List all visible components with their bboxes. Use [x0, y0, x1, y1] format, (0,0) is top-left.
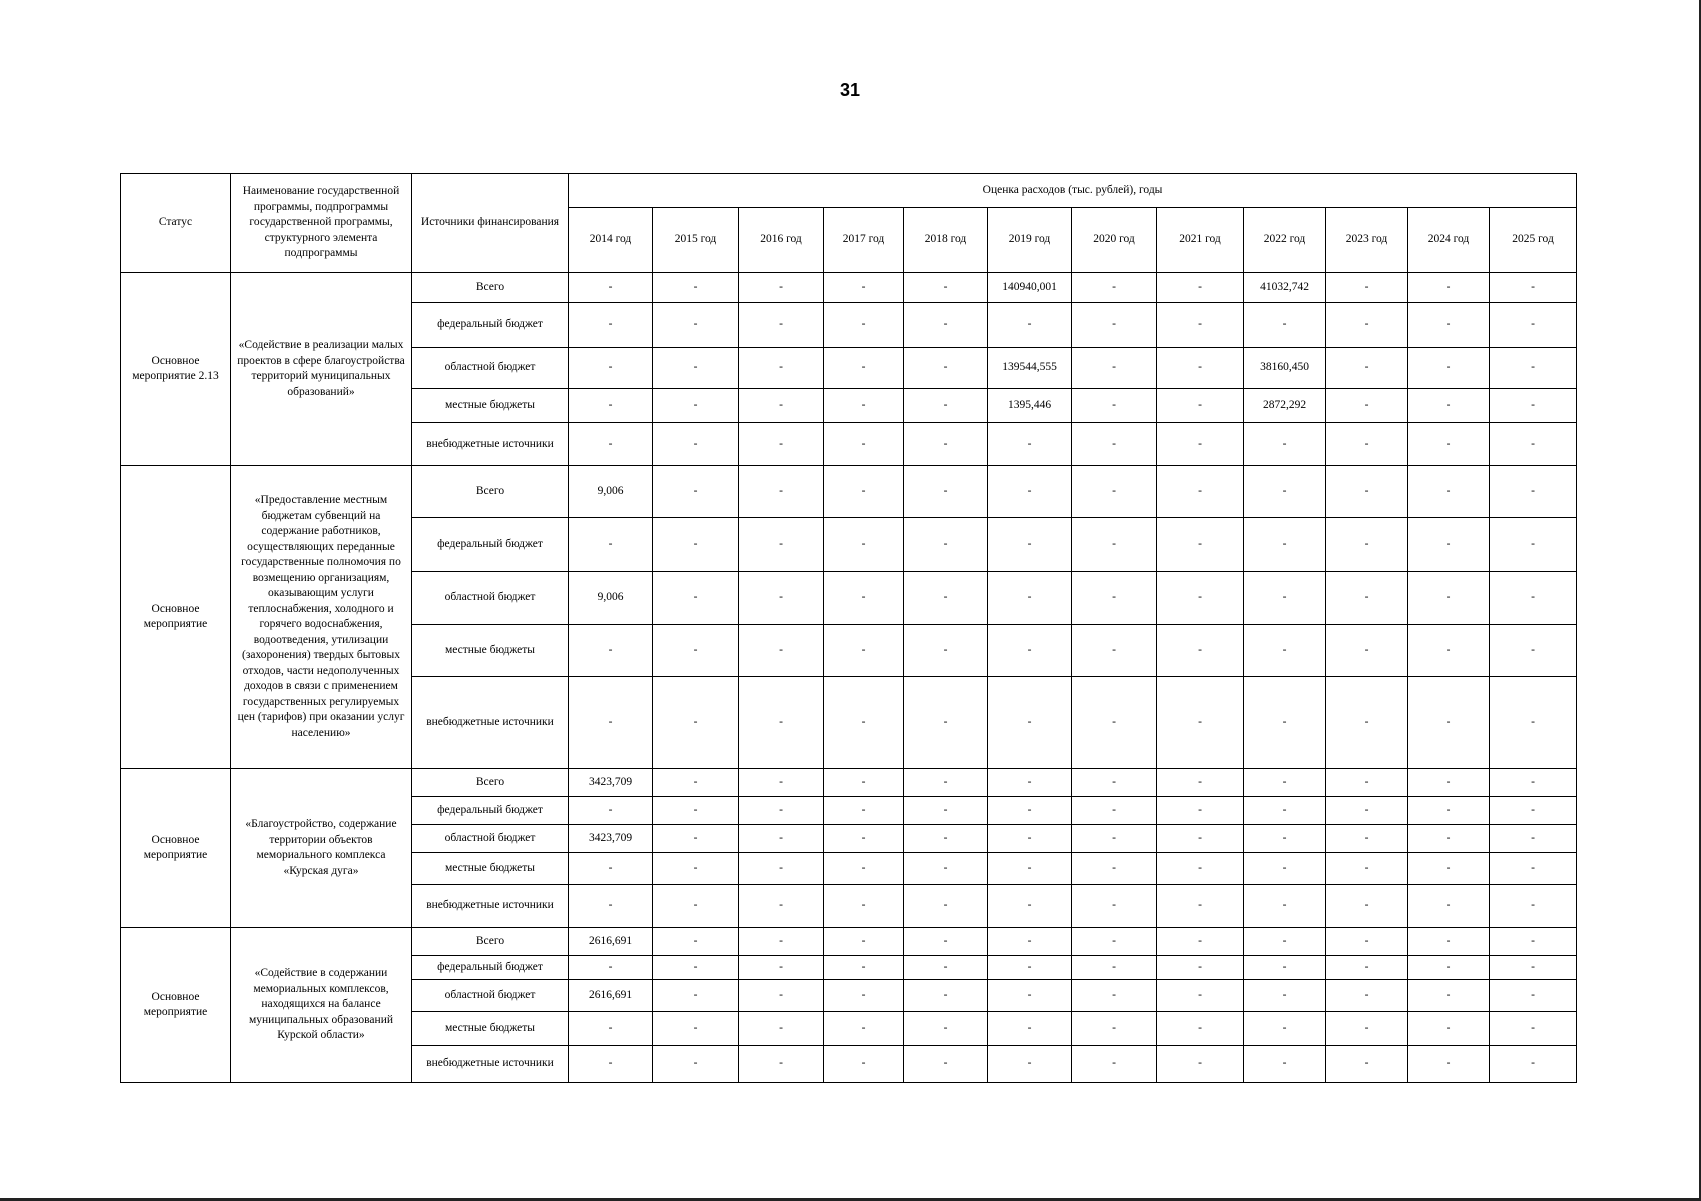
funding-source-cell: областной бюджет	[412, 348, 569, 389]
value-cell: -	[1490, 517, 1577, 571]
value-cell: -	[1326, 797, 1408, 825]
value-cell: -	[569, 1046, 653, 1083]
value-cell: -	[739, 825, 824, 853]
value-cell: -	[653, 853, 739, 885]
value-cell: -	[739, 517, 824, 571]
value-cell: -	[1408, 1046, 1490, 1083]
value-cell: -	[1490, 625, 1577, 677]
value-cell: -	[1490, 273, 1577, 303]
value-cell: -	[1408, 571, 1490, 625]
value-cell: -	[1490, 676, 1577, 768]
value-cell: -	[1072, 853, 1157, 885]
value-cell: 140940,001	[988, 273, 1072, 303]
value-cell: -	[739, 466, 824, 518]
value-cell: -	[569, 956, 653, 980]
value-cell: -	[1408, 885, 1490, 928]
value-cell: -	[1244, 853, 1326, 885]
value-cell: -	[1408, 979, 1490, 1011]
value-cell: -	[904, 423, 988, 466]
value-cell: -	[1072, 423, 1157, 466]
value-cell: -	[1326, 979, 1408, 1011]
value-cell: -	[1157, 825, 1244, 853]
value-cell: -	[653, 979, 739, 1011]
value-cell: -	[653, 625, 739, 677]
value-cell: -	[904, 571, 988, 625]
value-cell: -	[1072, 956, 1157, 980]
value-cell: -	[1072, 979, 1157, 1011]
value-cell: -	[1490, 885, 1577, 928]
value-cell: -	[988, 571, 1072, 625]
value-cell: -	[1244, 625, 1326, 677]
value-cell: -	[904, 273, 988, 303]
value-cell: -	[653, 1046, 739, 1083]
value-cell: -	[824, 348, 904, 389]
value-cell: -	[824, 853, 904, 885]
value-cell: -	[739, 928, 824, 956]
header-year: 2020 год	[1072, 208, 1157, 273]
header-status: Статус	[121, 174, 231, 273]
value-cell: -	[653, 676, 739, 768]
funding-source-cell: областной бюджет	[412, 979, 569, 1011]
value-cell: -	[569, 676, 653, 768]
value-cell: -	[1157, 769, 1244, 797]
value-cell: -	[1490, 1046, 1577, 1083]
value-cell: -	[904, 517, 988, 571]
value-cell: 1395,446	[988, 389, 1072, 423]
program-name-cell: «Содействие в реализации малых проектов в сфере благоустройства территорий муниципальных образований»	[231, 273, 412, 466]
value-cell: -	[824, 389, 904, 423]
value-cell: -	[1326, 825, 1408, 853]
header-year: 2022 год	[1244, 208, 1326, 273]
table-header	[121, 174, 1577, 273]
value-cell: -	[1244, 956, 1326, 980]
value-cell: -	[1326, 956, 1408, 980]
value-cell: -	[653, 389, 739, 423]
header-year: 2014 год	[569, 208, 653, 273]
value-cell: -	[739, 571, 824, 625]
value-cell: -	[1408, 423, 1490, 466]
funding-source-cell: федеральный бюджет	[412, 797, 569, 825]
value-cell: -	[1157, 885, 1244, 928]
value-cell: -	[739, 956, 824, 980]
value-cell: -	[988, 853, 1072, 885]
header-sources: Источники финансирования	[412, 174, 569, 273]
value-cell: -	[653, 769, 739, 797]
value-cell: -	[824, 885, 904, 928]
value-cell: -	[904, 979, 988, 1011]
value-cell: -	[1244, 1046, 1326, 1083]
funding-source-cell: Всего	[412, 928, 569, 956]
header-year: 2017 год	[824, 208, 904, 273]
value-cell: -	[1072, 517, 1157, 571]
table-row	[121, 769, 1577, 797]
value-cell: -	[1072, 797, 1157, 825]
value-cell: 9,006	[569, 571, 653, 625]
value-cell: -	[1408, 517, 1490, 571]
value-cell: -	[824, 466, 904, 518]
funding-source-cell: областной бюджет	[412, 825, 569, 853]
header-year: 2015 год	[653, 208, 739, 273]
status-cell: Основное мероприятие	[121, 466, 231, 769]
value-cell: -	[1326, 885, 1408, 928]
value-cell: -	[1408, 825, 1490, 853]
value-cell: -	[904, 676, 988, 768]
value-cell: -	[824, 517, 904, 571]
value-cell: -	[824, 625, 904, 677]
value-cell: 2872,292	[1244, 389, 1326, 423]
value-cell: -	[1244, 466, 1326, 518]
value-cell: -	[1244, 928, 1326, 956]
value-cell: -	[739, 423, 824, 466]
value-cell: -	[1157, 303, 1244, 348]
funding-source-cell: федеральный бюджет	[412, 303, 569, 348]
value-cell: -	[739, 676, 824, 768]
value-cell: -	[653, 825, 739, 853]
value-cell: -	[988, 676, 1072, 768]
value-cell: -	[1490, 853, 1577, 885]
value-cell: -	[569, 517, 653, 571]
value-cell: -	[653, 956, 739, 980]
value-cell: -	[1326, 853, 1408, 885]
value-cell: -	[1408, 676, 1490, 768]
value-cell: -	[824, 571, 904, 625]
value-cell: -	[1408, 303, 1490, 348]
value-cell: -	[1326, 348, 1408, 389]
value-cell: -	[1490, 423, 1577, 466]
page-number: 31	[839, 80, 861, 100]
funding-source-cell: Всего	[412, 273, 569, 303]
value-cell: -	[1408, 797, 1490, 825]
value-cell: -	[1326, 928, 1408, 956]
value-cell: -	[1490, 797, 1577, 825]
value-cell: -	[904, 928, 988, 956]
funding-source-cell: федеральный бюджет	[412, 517, 569, 571]
header-year: 2018 год	[904, 208, 988, 273]
value-cell: 9,006	[569, 466, 653, 518]
value-cell: -	[1326, 423, 1408, 466]
value-cell: -	[739, 979, 824, 1011]
value-cell: -	[653, 928, 739, 956]
value-cell: 2616,691	[569, 979, 653, 1011]
value-cell: -	[569, 797, 653, 825]
value-cell: -	[1157, 853, 1244, 885]
value-cell: -	[653, 517, 739, 571]
value-cell: -	[824, 273, 904, 303]
value-cell: -	[739, 853, 824, 885]
value-cell: 139544,555	[988, 348, 1072, 389]
budget-table	[120, 173, 1577, 1083]
value-cell: -	[569, 273, 653, 303]
value-cell: -	[1157, 348, 1244, 389]
program-name-cell: «Благоустройство, содержание территории объектов мемориального комплекса «Курская дуга»	[231, 769, 412, 928]
value-cell: -	[653, 571, 739, 625]
funding-source-cell: местные бюджеты	[412, 1011, 569, 1045]
status-cell: Основное мероприятие	[121, 769, 231, 928]
value-cell: -	[988, 466, 1072, 518]
value-cell: -	[824, 979, 904, 1011]
value-cell: -	[569, 389, 653, 423]
value-cell: 38160,450	[1244, 348, 1326, 389]
value-cell: -	[1157, 1011, 1244, 1045]
value-cell: -	[1408, 853, 1490, 885]
value-cell: -	[569, 625, 653, 677]
header-name: Наименование государственной программы, подпрограммы государственной программы, структурного элемента подпрограммы	[231, 174, 412, 273]
value-cell: -	[1490, 303, 1577, 348]
value-cell: -	[739, 273, 824, 303]
funding-source-cell: областной бюджет	[412, 571, 569, 625]
header-year: 2016 год	[739, 208, 824, 273]
value-cell: -	[1408, 466, 1490, 518]
header-year: 2021 год	[1157, 208, 1244, 273]
value-cell: -	[1408, 273, 1490, 303]
value-cell: -	[1408, 956, 1490, 980]
value-cell: -	[653, 466, 739, 518]
value-cell: -	[1072, 389, 1157, 423]
value-cell: -	[988, 885, 1072, 928]
value-cell: -	[824, 956, 904, 980]
value-cell: -	[824, 769, 904, 797]
value-cell: -	[1072, 571, 1157, 625]
value-cell: -	[1408, 1011, 1490, 1045]
value-cell: -	[904, 1046, 988, 1083]
value-cell: -	[653, 1011, 739, 1045]
value-cell: -	[1490, 1011, 1577, 1045]
header-year: 2025 год	[1490, 208, 1577, 273]
value-cell: -	[1244, 423, 1326, 466]
value-cell: -	[824, 1046, 904, 1083]
value-cell: -	[1408, 769, 1490, 797]
value-cell: -	[904, 1011, 988, 1045]
value-cell: -	[988, 928, 1072, 956]
value-cell: -	[1072, 348, 1157, 389]
value-cell: -	[1157, 797, 1244, 825]
value-cell: -	[904, 389, 988, 423]
value-cell: -	[1157, 466, 1244, 518]
value-cell: -	[904, 625, 988, 677]
value-cell: -	[1490, 348, 1577, 389]
value-cell: -	[1326, 1046, 1408, 1083]
value-cell: -	[1490, 466, 1577, 518]
value-cell: -	[569, 348, 653, 389]
value-cell: -	[904, 466, 988, 518]
value-cell: -	[1326, 303, 1408, 348]
value-cell: -	[1244, 303, 1326, 348]
value-cell: -	[739, 348, 824, 389]
value-cell: -	[1072, 273, 1157, 303]
value-cell: -	[1072, 625, 1157, 677]
value-cell: -	[739, 303, 824, 348]
value-cell: -	[1072, 303, 1157, 348]
value-cell: -	[1072, 825, 1157, 853]
value-cell: -	[653, 273, 739, 303]
value-cell: -	[988, 1046, 1072, 1083]
value-cell: -	[988, 423, 1072, 466]
value-cell: -	[988, 769, 1072, 797]
value-cell: -	[824, 303, 904, 348]
table-row	[121, 273, 1577, 303]
table-row	[121, 928, 1577, 956]
value-cell: -	[1244, 676, 1326, 768]
value-cell: -	[739, 885, 824, 928]
value-cell: -	[739, 625, 824, 677]
value-cell: -	[1244, 825, 1326, 853]
funding-source-cell: местные бюджеты	[412, 853, 569, 885]
value-cell: -	[1157, 956, 1244, 980]
value-cell: -	[988, 303, 1072, 348]
value-cell: -	[1408, 625, 1490, 677]
value-cell: -	[1244, 1011, 1326, 1045]
value-cell: -	[1157, 423, 1244, 466]
value-cell: -	[1326, 625, 1408, 677]
status-cell: Основное мероприятие	[121, 928, 231, 1083]
value-cell: -	[1244, 979, 1326, 1011]
funding-source-cell: Всего	[412, 466, 569, 518]
value-cell: -	[1326, 676, 1408, 768]
value-cell: -	[904, 956, 988, 980]
value-cell: -	[1244, 885, 1326, 928]
value-cell: -	[1490, 956, 1577, 980]
value-cell: -	[904, 348, 988, 389]
funding-source-cell: Всего	[412, 769, 569, 797]
table-body	[121, 273, 1577, 1083]
value-cell: -	[653, 797, 739, 825]
value-cell: -	[739, 769, 824, 797]
funding-source-cell: местные бюджеты	[412, 625, 569, 677]
value-cell: -	[1157, 389, 1244, 423]
funding-source-cell: внебюджетные источники	[412, 676, 569, 768]
value-cell: -	[1157, 273, 1244, 303]
value-cell: -	[1244, 517, 1326, 571]
value-cell: -	[824, 676, 904, 768]
value-cell: -	[988, 979, 1072, 1011]
value-cell: -	[824, 928, 904, 956]
table-row	[121, 466, 1577, 518]
value-cell: -	[988, 956, 1072, 980]
value-cell: -	[1490, 571, 1577, 625]
value-cell: -	[1490, 389, 1577, 423]
value-cell: -	[1244, 769, 1326, 797]
header-year: 2019 год	[988, 208, 1072, 273]
value-cell: -	[824, 797, 904, 825]
value-cell: -	[1244, 571, 1326, 625]
value-cell: -	[824, 825, 904, 853]
value-cell: -	[1157, 979, 1244, 1011]
value-cell: -	[824, 423, 904, 466]
funding-source-cell: внебюджетные источники	[412, 1046, 569, 1083]
program-name-cell: «Предоставление местным бюджетам субвенций на содержание работников, осуществляющих переданные государственные полномочия по возмещению организациям, оказывающим услуги теплоснабжения, холодного и горячего водоснабжения, водоотведения, утилизации (захоронения) твердых бытовых отходов, части недополученных доходов в связи с применением государственных регулируемых цен (тарифов) при оказании услуг населению»	[231, 466, 412, 769]
value-cell: -	[988, 1011, 1072, 1045]
value-cell: 3423,709	[569, 825, 653, 853]
value-cell: -	[739, 1046, 824, 1083]
value-cell: 2616,691	[569, 928, 653, 956]
value-cell: -	[1157, 517, 1244, 571]
value-cell: -	[904, 769, 988, 797]
value-cell: -	[1326, 769, 1408, 797]
value-cell: -	[1326, 273, 1408, 303]
status-cell: Основное мероприятие 2.13	[121, 273, 231, 466]
value-cell: -	[988, 797, 1072, 825]
value-cell: -	[1326, 517, 1408, 571]
value-cell: -	[1157, 1046, 1244, 1083]
header-year: 2024 год	[1408, 208, 1490, 273]
value-cell: -	[653, 423, 739, 466]
value-cell: -	[988, 517, 1072, 571]
value-cell: -	[1244, 797, 1326, 825]
value-cell: -	[904, 853, 988, 885]
value-cell: -	[739, 389, 824, 423]
header-cost-estimate: Оценка расходов (тыс. рублей), годы	[569, 174, 1577, 208]
value-cell: -	[1490, 825, 1577, 853]
value-cell: -	[569, 885, 653, 928]
value-cell: -	[1326, 389, 1408, 423]
value-cell: -	[988, 825, 1072, 853]
value-cell: -	[569, 303, 653, 348]
value-cell: -	[1072, 1011, 1157, 1045]
funding-source-cell: внебюджетные источники	[412, 423, 569, 466]
value-cell: -	[1072, 928, 1157, 956]
value-cell: -	[1157, 928, 1244, 956]
value-cell: -	[988, 625, 1072, 677]
funding-source-cell: внебюджетные источники	[412, 885, 569, 928]
value-cell: -	[1490, 928, 1577, 956]
value-cell: -	[739, 797, 824, 825]
value-cell: -	[653, 348, 739, 389]
value-cell: -	[1072, 1046, 1157, 1083]
funding-source-cell: федеральный бюджет	[412, 956, 569, 980]
value-cell: -	[1072, 885, 1157, 928]
value-cell: -	[1157, 625, 1244, 677]
program-name-cell: «Содействие в содержании мемориальных комплексов, находящихся на балансе муниципальных образований Курской области»	[231, 928, 412, 1083]
value-cell: -	[569, 423, 653, 466]
value-cell: -	[569, 1011, 653, 1045]
value-cell: -	[569, 853, 653, 885]
value-cell: -	[1326, 571, 1408, 625]
value-cell: -	[653, 885, 739, 928]
value-cell: -	[1490, 769, 1577, 797]
value-cell: -	[904, 797, 988, 825]
value-cell: -	[1072, 769, 1157, 797]
value-cell: -	[1490, 979, 1577, 1011]
value-cell: 41032,742	[1244, 273, 1326, 303]
value-cell: -	[1072, 466, 1157, 518]
value-cell: -	[1326, 466, 1408, 518]
value-cell: -	[1408, 389, 1490, 423]
value-cell: -	[904, 885, 988, 928]
value-cell: -	[904, 303, 988, 348]
funding-source-cell: местные бюджеты	[412, 389, 569, 423]
value-cell: -	[739, 1011, 824, 1045]
value-cell: -	[1408, 928, 1490, 956]
value-cell: -	[1157, 676, 1244, 768]
value-cell: -	[653, 303, 739, 348]
header-year: 2023 год	[1326, 208, 1408, 273]
value-cell: -	[904, 825, 988, 853]
value-cell: 3423,709	[569, 769, 653, 797]
value-cell: -	[824, 1011, 904, 1045]
value-cell: -	[1072, 676, 1157, 768]
value-cell: -	[1408, 348, 1490, 389]
value-cell: -	[1157, 571, 1244, 625]
value-cell: -	[1326, 1011, 1408, 1045]
